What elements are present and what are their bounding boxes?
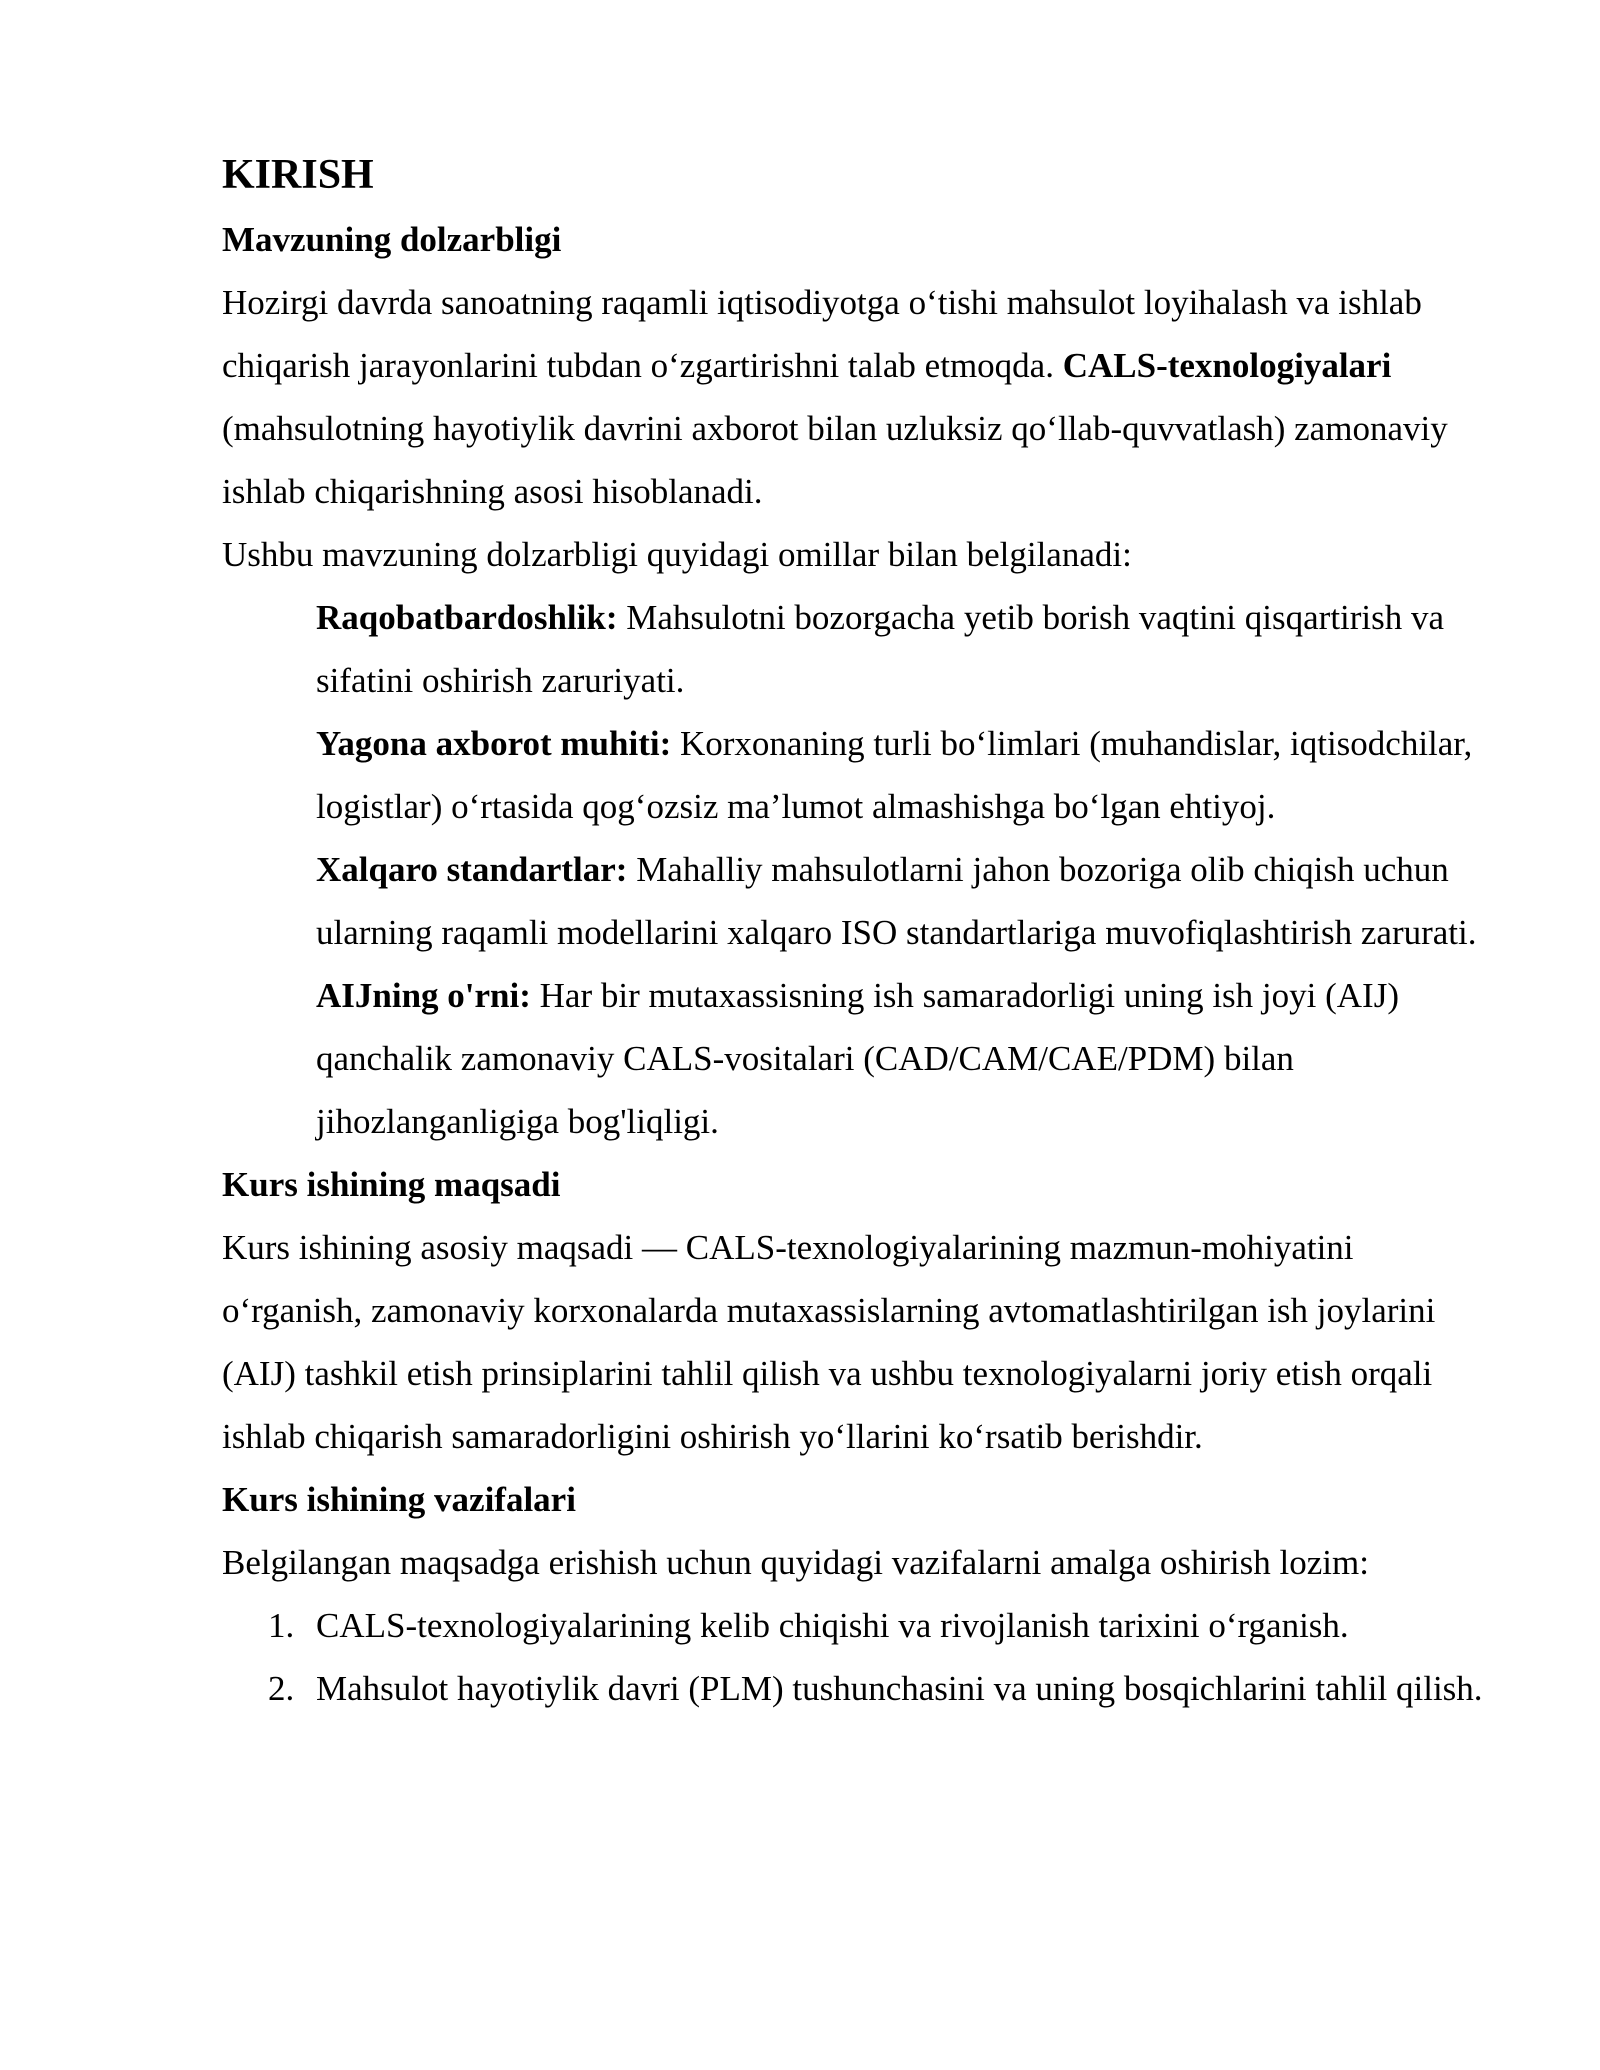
factor-item <box>316 964 1492 1153</box>
factor-text: Mahsulotni bozorgacha yetib borish vaqtini qisqartirish va sifatini oshirish zaruriyati. <box>316 598 1445 700</box>
factor-item <box>316 838 1492 964</box>
relevance-text-end: (mahsulotning hayotiylik davrini axborot bilan uzluksiz qo‘llab-quvvatlash) zamonaviy ishlab chiqarishning asosi hisoblanadi. <box>222 409 1448 511</box>
task-item <box>268 1594 1492 1657</box>
tasks-list <box>222 1594 1492 1720</box>
relevance-text-start: Hozirgi davrda sanoatning raqamli iqtisodiyotga o‘tishi mahsulot loyihalash va ishlab chiqarish jarayonlarini tubdan o‘zgartirishni talab etmoqda. <box>222 283 1422 385</box>
factor-term: Raqobatbardoshlik: <box>316 598 618 637</box>
document-content <box>222 142 1492 1720</box>
factor-term: AIJning o'rni: <box>316 976 531 1015</box>
tasks-title: Kurs ishining vazifalari <box>222 1480 576 1519</box>
task-text: CALS-texnologiyalarining kelib chiqishi va rivojlanish tarixini o‘rganish. <box>316 1606 1349 1645</box>
tasks-intro: Belgilangan maqsadga erishish uchun quyidagi vazifalarni amalga oshirish lozim: <box>222 1543 1369 1582</box>
goal-title: Kurs ishining maqsadi <box>222 1165 561 1204</box>
factor-item <box>316 712 1492 838</box>
section-heading: KIRISH <box>222 152 374 198</box>
factor-text: Har bir mutaxassisning ish samaradorligi uning ish joyi (AIJ) qanchalik zamonaviy CALS-vositalari (CAD/CAM/CAE/PDM) bilan jihozlanganligiga bog'liqligi. <box>316 976 1399 1141</box>
factor-item <box>316 586 1492 712</box>
factor-text: Korxonaning turli bo‘limlari (muhandislar, iqtisodchilar, logistlar) o‘rtasida qog‘ozsiz ma’lumot almashishga bo‘lgan ehtiyoj. <box>316 724 1473 826</box>
factors-list <box>222 586 1492 1153</box>
relevance-paragraph <box>222 271 1492 523</box>
goal-paragraph: Kurs ishining asosiy maqsadi — CALS-texnologiyalarining mazmun-mohiyatini o‘rganish, zamonaviy korxonalarda mutaxassislarning avtomatlashtirilgan ish joylarini (AIJ) tashkil etish prinsiplarini tahlil qilish va ushbu texnologiyalarni joriy etish orqali ishlab chiqarish samaradorligini oshirish yo‘llarini ko‘rsatib berishdir. <box>222 1228 1436 1456</box>
factor-text: Mahalliy mahsulotlarni jahon bozoriga olib chiqish uchun ularning raqamli modellarini xalqaro ISO standartlariga muvofiqlashtirish zarurati. <box>316 850 1477 952</box>
factor-term: Xalqaro standartlar: <box>316 850 628 889</box>
cals-term: CALS-texnologiyalari <box>1062 346 1392 385</box>
relevance-intro: Ushbu mavzuning dolzarbligi quyidagi omillar bilan belgilanadi: <box>222 535 1132 574</box>
task-number: 1. <box>268 1606 295 1645</box>
relevance-title: Mavzuning dolzarbligi <box>222 220 562 259</box>
task-text: Mahsulot hayotiylik davri (PLM) tushunchasini va uning bosqichlarini tahlil qilish. <box>316 1669 1483 1708</box>
task-number: 2. <box>268 1669 295 1708</box>
task-item <box>268 1657 1492 1720</box>
factor-term: Yagona axborot muhiti: <box>316 724 672 763</box>
